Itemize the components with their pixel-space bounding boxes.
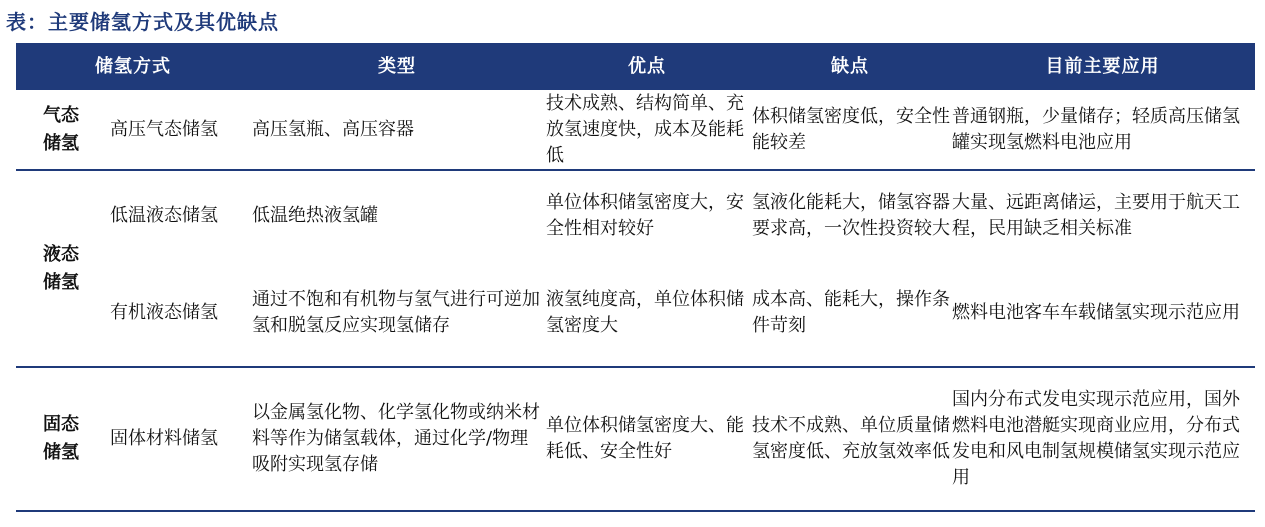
method-cell: 有机液态储氢 <box>104 260 250 367</box>
header-type: 类型 <box>250 43 544 90</box>
method-cell: 低温液态储氢 <box>110 204 218 226</box>
type-cell: 以金属氢化物、化学氢化物或纳米材料等作为储氢载体，通过化学/物理吸附实现氢存储 <box>250 367 544 511</box>
cons-cell: 成本高、能耗大，操作条件苛刻 <box>750 260 950 367</box>
type-cell: 低温绝热液氢罐 <box>252 204 378 226</box>
header-cons: 缺点 <box>750 43 950 90</box>
group-gas <box>16 90 104 170</box>
application-cell: 国内分布式发电实现示范应用，国外燃料电池潜艇实现商业应用，分布式发电和风电制氢规模储氢实现示范应用 <box>950 367 1255 511</box>
table-row <box>16 260 1255 367</box>
pros-cell: 单位体积储氢密度大，安全性相对较好 <box>546 191 744 239</box>
table-row <box>16 90 1255 170</box>
application-cell: 大量、远距离储运，主要用于航天工程，民用缺乏相关标准 <box>952 191 1240 239</box>
table-title: 表：主要储氢方式及其优缺点 <box>6 10 279 34</box>
header-method: 储氢方式 <box>16 43 250 90</box>
pros-cell: 技术成熟、结构简单、充放氢速度快，成本及能耗低 <box>544 90 750 170</box>
cons-cell: 氢液化能耗大，储氢容器要求高，一次性投资较大 <box>752 191 950 239</box>
type-cell: 高压氢瓶、高压容器 <box>250 90 544 170</box>
group-solid <box>16 367 104 511</box>
hydrogen-storage-table <box>16 43 1255 512</box>
header-application: 目前主要应用 <box>950 43 1255 90</box>
table-row <box>16 367 1255 511</box>
application-cell: 普通钢瓶，少量储存；轻质高压储氢罐实现氢燃料电池应用 <box>950 90 1255 170</box>
group-solid-label: 固态储氢 <box>43 414 79 463</box>
pros-cell: 液氢纯度高，单位体积储氢密度大 <box>544 260 750 367</box>
type-cell: 通过不饱和有机物与氢气进行可逆加氢和脱氢反应实现氢储存 <box>250 260 544 367</box>
group-liquid-label: 液态储氢 <box>43 243 79 293</box>
header-row <box>16 43 1255 90</box>
application-cell: 燃料电池客车车载储氢实现示范应用 <box>950 260 1255 367</box>
group-liquid <box>16 170 104 367</box>
group-gas-label: 气态储氢 <box>43 104 79 154</box>
cons-cell: 体积储氢密度低，安全性能较差 <box>750 90 950 170</box>
method-cell: 高压气态储氢 <box>104 90 250 170</box>
pros-cell: 单位体积储氢密度大、能耗低、安全性好 <box>544 367 750 511</box>
table-row <box>16 170 1255 260</box>
cons-cell: 技术不成熟、单位质量储氢密度低、充放氢效率低 <box>750 367 950 511</box>
method-cell: 固体材料储氢 <box>104 367 250 511</box>
header-pros: 优点 <box>544 43 750 90</box>
